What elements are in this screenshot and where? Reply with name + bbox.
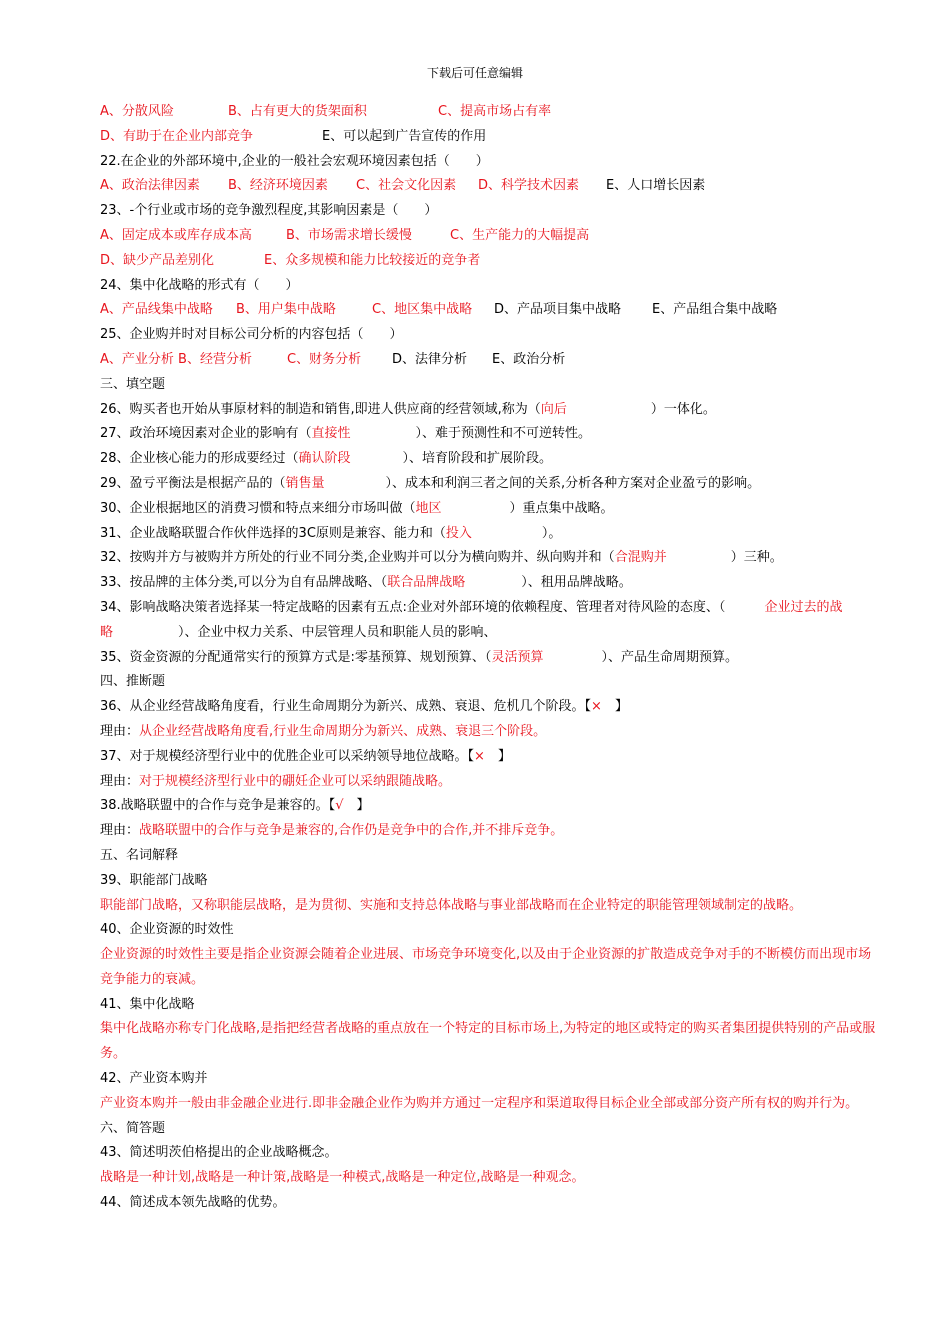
answer-text: A、分散风险 bbox=[100, 104, 174, 119]
answer-text: 联合品牌战略 bbox=[387, 575, 466, 591]
answer-text: C、地区集中战略 bbox=[372, 302, 473, 318]
answer-text: B、占有更大的货架面积 bbox=[228, 104, 367, 119]
question-text: 27、政治环境因素对企业的影响有（ bbox=[100, 426, 312, 442]
answer-text: 确认阶段 bbox=[298, 451, 351, 467]
text-line bbox=[100, 199, 880, 224]
text-line bbox=[100, 298, 880, 323]
text-line bbox=[100, 422, 880, 447]
text-line bbox=[100, 918, 880, 943]
text-line bbox=[100, 720, 880, 745]
text-line bbox=[100, 348, 880, 373]
text-line bbox=[100, 670, 880, 695]
text-line bbox=[100, 1017, 880, 1067]
question-text: 五、名词解释 bbox=[100, 847, 179, 863]
question-text: 三、填空题 bbox=[100, 376, 166, 392]
text-line bbox=[100, 770, 880, 795]
answer-text: 销售量 bbox=[285, 475, 325, 491]
question-text: E、人口增长因素 bbox=[606, 178, 706, 194]
answer-text: C、生产能力的大幅提高 bbox=[450, 227, 590, 243]
answer-text: D、有助于在企业内部竞争 bbox=[100, 128, 254, 144]
question-text: ）、企业中权力关系、中层管理人员和职能人员的影响、 bbox=[113, 624, 497, 640]
answer-text: A、固定成本或库存成本高 bbox=[100, 227, 252, 243]
text-line bbox=[100, 646, 880, 671]
question-text: 理由： bbox=[100, 823, 140, 839]
page-header: 下载后可任意编辑 bbox=[426, 66, 523, 80]
text-line bbox=[100, 745, 880, 770]
text-line bbox=[100, 695, 880, 720]
question-text: 36、从企业经营战略角度看，行业生命周期分为新兴、成熟、衰退、危机几个阶段。【 bbox=[100, 699, 592, 715]
question-text: 31、企业战略联盟合作伙伴选择的3C原则是兼容、能力和（ bbox=[100, 525, 446, 541]
question-text: 22.在企业的外部环境中,企业的一般社会宏观环境因素包括（ ） bbox=[100, 153, 489, 169]
text-line bbox=[100, 869, 880, 894]
answer-text: C、财务分析 bbox=[287, 351, 362, 367]
text-line bbox=[100, 571, 880, 596]
question-text: 35、资金资源的分配通常实行的预算方式是:零基预算、规划预算、（ bbox=[100, 649, 492, 665]
text-line bbox=[100, 894, 880, 919]
question-text: 40、企业资源的时效性 bbox=[100, 922, 234, 938]
text-line bbox=[100, 844, 880, 869]
answer-text: A、产品线集中战略 bbox=[100, 302, 213, 318]
text-line bbox=[100, 323, 880, 348]
text-line bbox=[100, 472, 880, 497]
answer-text: × bbox=[474, 748, 485, 764]
question-text: 41、集中化战略 bbox=[100, 996, 195, 1012]
text-line bbox=[100, 150, 880, 175]
question-text: 34、影响战略决策者选择某一特定战略的因素有五点:企业对外部环境的依赖程度、管理者对待风险的态度、（ bbox=[100, 599, 765, 615]
text-line bbox=[100, 174, 880, 199]
answer-text: 集中化战略亦称专门化战略,是指把经营者战略的重点放在一个特定的目标市场上,为特定的地区或特定的购买者集团提供特别的产品或服务。 bbox=[100, 1021, 876, 1062]
answer-text: 投入 bbox=[445, 525, 472, 541]
text-line bbox=[100, 819, 880, 844]
text-line bbox=[100, 447, 880, 472]
question-text: 38.战略联盟中的合作与竞争是兼容的。【 bbox=[100, 798, 336, 814]
text-line bbox=[100, 373, 880, 398]
answer-text: B、经济环境因素 bbox=[228, 178, 328, 194]
text-line bbox=[100, 522, 880, 547]
answer-text: A、产业分析 B、经营分析 bbox=[100, 351, 252, 367]
question-text: 26、购买者也开始从事原材料的制造和销售,即进人供应商的经营领域,称为（ bbox=[100, 401, 541, 417]
text-line bbox=[100, 398, 880, 423]
question-text: ）一体化。 bbox=[650, 401, 716, 417]
text-line bbox=[100, 546, 880, 571]
text-line bbox=[100, 100, 880, 125]
question-text: ）重点集中战略。 bbox=[509, 500, 614, 516]
question-text: 39、职能部门战略 bbox=[100, 872, 208, 888]
answer-text: 对于规模经济型行业中的硼妊企业可以采纳跟随战略。 bbox=[139, 773, 452, 789]
question-text: E、可以起到广告宣传的作用 bbox=[322, 128, 487, 144]
text-line bbox=[100, 1092, 880, 1117]
question-text: 理由： bbox=[100, 723, 140, 739]
answer-text: D、缺少产品差别化 bbox=[100, 252, 215, 268]
answer-text: 产业资本购并一般由非金融企业进行.即非金融企业作为购并方通过一定程序和渠道取得目标企业全部或部分资产所有权的购并行为。 bbox=[100, 1095, 859, 1111]
answer-text: 直接性 bbox=[311, 426, 351, 442]
question-text: 23、-个行业或市场的竞争激烈程度,其影响因素是（ ） bbox=[100, 203, 438, 219]
text-line bbox=[100, 596, 880, 646]
question-text: 33、按品牌的主体分类,可以分为自有品牌战略、（ bbox=[100, 575, 388, 591]
text-line bbox=[100, 1191, 880, 1216]
question-text: 32、按购并方与被购并方所处的行业不同分类,企业购并可以分为横向购并、纵向购并和（ bbox=[100, 550, 615, 566]
text-line bbox=[100, 249, 880, 274]
answer-text: C、提高市场占有率 bbox=[438, 104, 552, 119]
text-line bbox=[100, 1141, 880, 1166]
question-text: 44、简述成本领先战略的优势。 bbox=[100, 1195, 286, 1211]
question-text: D、法律分析 bbox=[392, 351, 468, 367]
answer-text: √ bbox=[335, 798, 344, 814]
question-text: D、产品项目集中战略 bbox=[494, 302, 622, 318]
text-line bbox=[100, 274, 880, 299]
answer-text: 职能部门战略，又称职能层战略，是为贯彻、实施和支持总体战略与事业部战略而在企业特定的职能管理领域制定的战略。 bbox=[100, 897, 803, 913]
question-text: 四、推断题 bbox=[100, 674, 166, 690]
text-line bbox=[100, 224, 880, 249]
document-body bbox=[100, 100, 880, 1216]
question-text: 24、集中化战略的形式有（ ） bbox=[100, 277, 299, 293]
question-text: ）、培育阶段和扩展阶段。 bbox=[402, 451, 553, 467]
answer-text: 灵活预算 bbox=[491, 649, 544, 665]
question-text: 37、对于规模经济型行业中的优胜企业可以采纳领导地位战略。【 bbox=[100, 748, 475, 764]
answer-text: 企业资源的时效性主要是指企业资源会随着企业进展、市场竞争环境变化,以及由于企业资源的扩散造成竞争对手的不断模仿而出现市场竞争能力的衰减。 bbox=[100, 947, 872, 987]
question-text: 43、简述明茨伯格提出的企业战略概念。 bbox=[100, 1145, 338, 1161]
question-text: 25、企业购并时对目标公司分析的内容包括（ ） bbox=[100, 327, 403, 343]
answer-text: 地区 bbox=[415, 500, 442, 516]
question-text: 30、企业根据地区的消费习惯和特点来细分市场叫做（ bbox=[100, 500, 416, 516]
question-text: E、产品组合集中战略 bbox=[652, 302, 778, 318]
text-line bbox=[100, 993, 880, 1018]
answer-text: E、众多规模和能力比较接近的竞争者 bbox=[264, 252, 481, 268]
answer-text: B、市场需求增长缓慢 bbox=[286, 227, 412, 243]
question-text: 】 bbox=[484, 748, 511, 764]
question-text: E、政治分析 bbox=[492, 351, 566, 367]
text-line bbox=[100, 125, 880, 150]
answer-text: C、社会文化因素 bbox=[356, 178, 457, 194]
question-text: ）。 bbox=[541, 525, 562, 541]
question-text: 42、产业资本购并 bbox=[100, 1071, 208, 1087]
question-text: ）、产品生命周期预算。 bbox=[601, 649, 738, 665]
question-text: 理由： bbox=[100, 773, 140, 789]
question-text: ）、成本和利润三者之间的关系,分析各种方案对企业盈亏的影响。 bbox=[385, 475, 761, 491]
text-line bbox=[100, 497, 880, 522]
answer-text: A、政治法律因素 bbox=[100, 178, 200, 194]
question-text: 】 bbox=[601, 699, 628, 715]
question-text: 六、简答题 bbox=[100, 1120, 166, 1136]
answer-text: D、科学技术因素 bbox=[478, 178, 580, 194]
answer-text: 战略联盟中的合作与竞争是兼容的,合作仍是竞争中的合作,并不排斥竞争。 bbox=[139, 823, 564, 839]
answer-text: × bbox=[591, 699, 602, 715]
question-text: ）三种。 bbox=[730, 550, 783, 566]
text-line bbox=[100, 794, 880, 819]
question-text: ）、难于预测性和不可逆转性。 bbox=[415, 426, 592, 442]
text-line bbox=[100, 943, 880, 993]
answer-text: 合混购并 bbox=[614, 550, 667, 566]
answer-text: 从企业经营战略角度看,行业生命周期分为新兴、成熟、衰退三个阶段。 bbox=[139, 723, 547, 739]
answer-text: 战略是一种计划,战略是一种计策,战略是一种模式,战略是一种定位,战略是一种观念。 bbox=[100, 1170, 585, 1186]
question-text: 】 bbox=[343, 798, 370, 814]
answer-text: 向后 bbox=[540, 401, 567, 417]
answer-text: 企业过去的战略 bbox=[100, 599, 843, 640]
question-text: 28、企业核心能力的形成要经过（ bbox=[100, 451, 299, 467]
answer-text: B、用户集中战略 bbox=[236, 302, 336, 318]
question-text: ）、租用品牌战略。 bbox=[521, 575, 632, 591]
question-text: 29、盈亏平衡法是根据产品的（ bbox=[100, 475, 286, 491]
text-line bbox=[100, 1166, 880, 1191]
text-line bbox=[100, 1117, 880, 1142]
text-line bbox=[100, 1067, 880, 1092]
